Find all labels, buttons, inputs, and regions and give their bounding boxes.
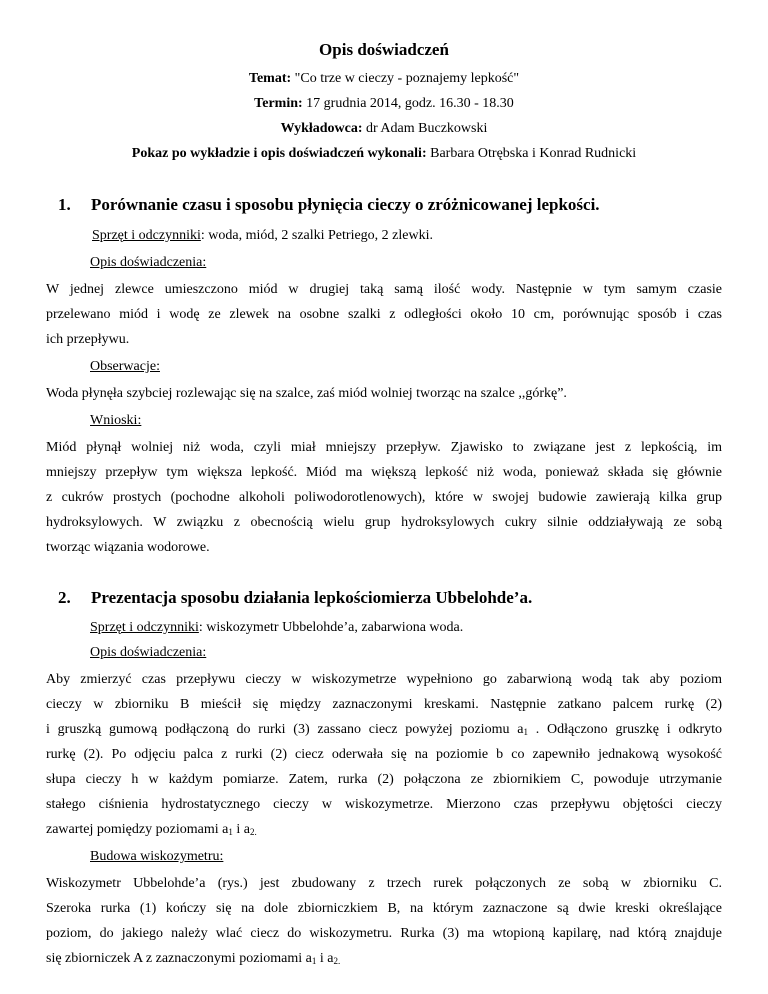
section-2-description-label: Opis doświadczenia: bbox=[90, 645, 207, 660]
section-1-conclusions-line: Miód płynął wolniej niż woda, czyli miał mniejszy przepływ. Zjawisko to związane jest z lepkością, im bbox=[46, 440, 722, 455]
section-2-description-text: i gruszką gumową podłączoną do rurki (3) zassano ciecz powyżej poziomu a bbox=[46, 722, 524, 737]
section-1-conclusions-line: mniejszy przepływ tym większa lepkość. Miód ma większą lepkość niż woda, ponieważ składa się głównie bbox=[46, 465, 722, 480]
date-label: Termin: bbox=[254, 96, 303, 111]
section-1-number: 1. bbox=[58, 195, 71, 214]
section-2-description-line: stałego ciśnienia hydrostatycznego cieczy w wiskozymetrze. Mierzono czas przepływu objętości cieczy bbox=[46, 797, 722, 812]
lecturer-line bbox=[0, 121, 768, 137]
section-2-number: 2. bbox=[58, 588, 71, 607]
section-1-heading bbox=[58, 195, 600, 215]
authors-label: Pokaz po wykładzie i opis doświadczeń wykonali: bbox=[131, 146, 427, 161]
authors-value: Barbara Otrębska i Konrad Rudnicki bbox=[426, 146, 637, 161]
section-2-construction-line: Wiskozymetr Ubbelohde’a (rys.) jest zbudowany z trzech rurek połączonych ze sobą w zbiorniku C. bbox=[46, 876, 722, 891]
lecturer-value: dr Adam Buczkowski bbox=[362, 121, 488, 136]
section-2-construction-line: Szeroka rurka (1) kończy się na dole zbiorniczkiem B, na którym zaznaczone są dwie kreski określające bbox=[46, 901, 722, 916]
section-1-description-line: ich przepływu. bbox=[46, 332, 130, 347]
section-2-description-line: Aby zmierzyć czas przepływu cieczy w wiskozymetrze wypełniono go zabarwioną wodą tak aby poziom bbox=[46, 672, 722, 687]
section-2-construction-text: się zbiorniczek A z zaznaczonymi poziomami a bbox=[46, 951, 312, 966]
section-2-equipment-text: : wiskozymetr Ubbelohde’a, zabarwiona woda. bbox=[198, 620, 464, 635]
section-1-description-label: Opis doświadczenia: bbox=[90, 255, 207, 270]
authors-line bbox=[0, 146, 768, 162]
section-2-construction-label: Budowa wiskozymetru: bbox=[90, 849, 224, 864]
section-1-equipment-text: : woda, miód, 2 szalki Petriego, 2 zlewki. bbox=[200, 228, 433, 243]
section-2-equipment bbox=[90, 620, 463, 636]
section-2-construction-text: i a bbox=[316, 951, 334, 966]
section-1-conclusions-line: hydroksylowych. W związku z obecnością wielu grup hydroksylowych cukry silnie oddziaływają ze sobą bbox=[46, 515, 722, 530]
section-1-description-line: W jednej zlewce umieszczono miód w drugiej taką samą ilość wody. Następnie w tym samym czasie bbox=[46, 282, 722, 297]
section-2-description-text: i a bbox=[232, 822, 250, 837]
subscript-a1: 1 bbox=[311, 956, 317, 966]
section-2-description-text: zawartej pomiędzy poziomami a bbox=[46, 822, 229, 837]
section-2-description-line: cieczy w zbiorniku B mieścił się między zaznaczonymi kreskami. Następnie zatkano palcem rurkę (2) bbox=[46, 697, 722, 712]
subscript-a1: 1 bbox=[523, 727, 528, 737]
section-1-description-line: przelewano miód i wodę ze zlewek na osobne szalki z odległości około 10 cm, porównując sposób i czas bbox=[46, 307, 722, 322]
section-2-equipment-label: Sprzęt i odczynniki bbox=[90, 620, 199, 635]
section-1-conclusions-label: Wnioski: bbox=[90, 413, 142, 428]
subscript-a2: 2. bbox=[333, 956, 341, 966]
subscript-a2: 2. bbox=[249, 827, 257, 837]
lecturer-label: Wykładowca: bbox=[280, 121, 363, 136]
topic-label: Temat: bbox=[248, 71, 292, 86]
section-2-description-line bbox=[46, 822, 722, 838]
section-2-construction-line bbox=[46, 951, 722, 967]
section-2-description-text: . Odłączono gruszkę i odkryto bbox=[527, 722, 723, 737]
section-2-description-line: słupa cieczy h w każdym pomiarze. Zatem, rurka (2) połączona ze zbiornikiem C, powoduje utrzymanie bbox=[46, 772, 722, 787]
date-value: 17 grudnia 2014, godz. 16.30 - 18.30 bbox=[302, 96, 514, 111]
section-2-construction-line: poziom, do jakiego należy wlać ciecz do wiskozymetru. Rurka (3) ma wtopioną kapilarę, nad którą znajduje bbox=[46, 926, 722, 941]
section-1-title: Porównanie czasu i sposobu płynięcia cieczy o zróżnicowanej lepkości. bbox=[91, 195, 600, 214]
date-line bbox=[0, 96, 768, 112]
section-1-conclusions-line: tworząc wiązania wodorowe. bbox=[46, 540, 210, 555]
section-1-equipment-label: Sprzęt i odczynniki bbox=[92, 228, 201, 243]
section-2-title: Prezentacja sposobu działania lepkościomierza Ubbelohde’a. bbox=[91, 588, 533, 607]
section-2-heading bbox=[58, 588, 532, 608]
section-2-description-line bbox=[46, 722, 722, 738]
section-1-observations-text: Woda płynęła szybciej rozlewając się na szalce, zaś miód wolniej tworząc na szalce ,,górkę”. bbox=[46, 386, 567, 401]
section-2-description-line: rurkę (2). Po odjęciu palca z rurki (2) ciecz oderwała się na poziomie b co zapewniło jednakową wysokość bbox=[46, 747, 722, 762]
section-1-conclusions-line: z cukrów prostych (pochodne alkoholi poliwodorotlenowych), które w swojej budowie zawierają kilka grup bbox=[46, 490, 722, 505]
section-1-observations-label: Obserwacje: bbox=[90, 359, 160, 374]
subscript-a1: 1 bbox=[228, 827, 233, 837]
page-title: Opis doświadczeń bbox=[319, 40, 449, 59]
topic-line bbox=[0, 71, 768, 87]
topic-value: "Co trze w cieczy - poznajemy lepkość" bbox=[291, 71, 520, 86]
section-1-equipment bbox=[92, 228, 433, 244]
